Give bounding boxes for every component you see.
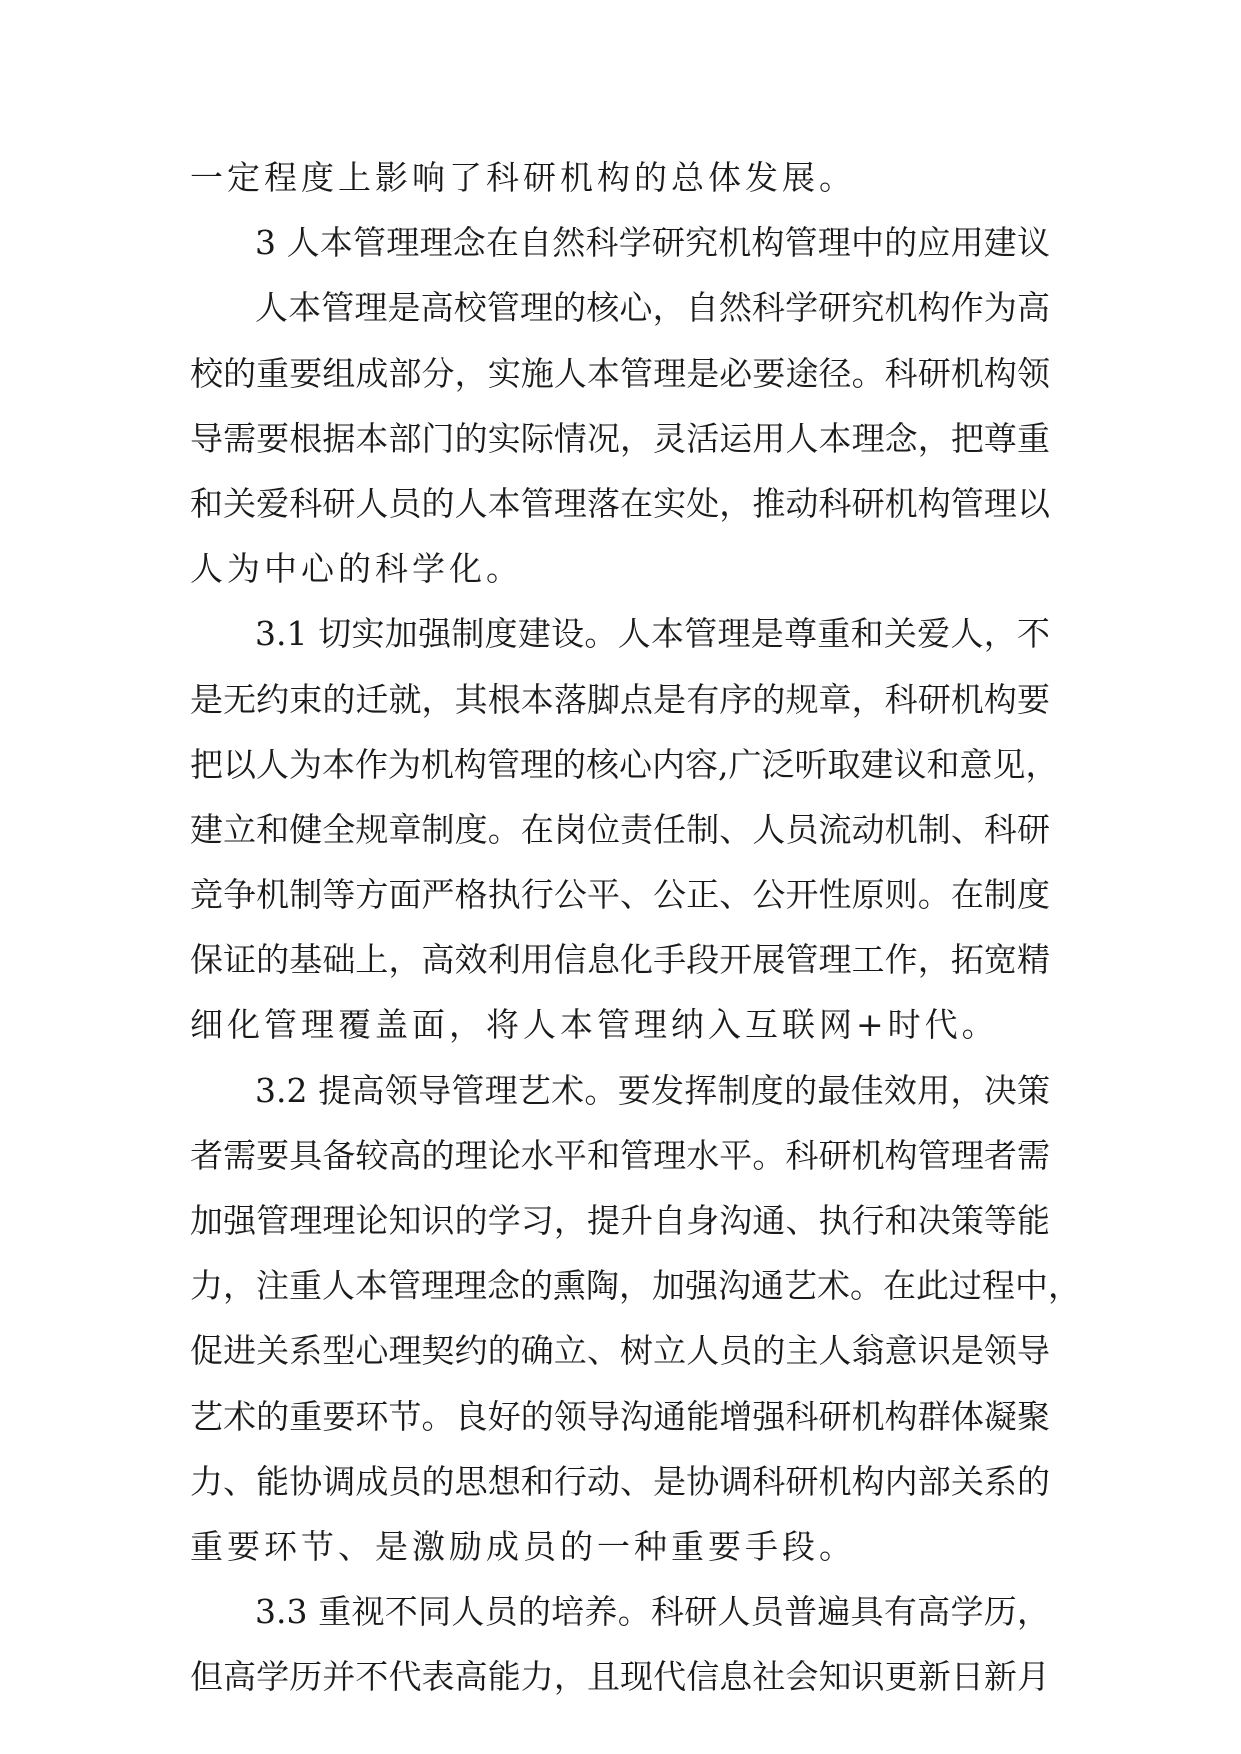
text-line: 保证的基础上，高效利用信息化手段开展管理工作，拓宽精	[190, 940, 1050, 980]
text-line: 者需要具备较高的理论水平和管理水平。科研机构管理者需	[190, 1135, 1050, 1175]
section-heading: 3 人本管理理念在自然科学研究机构管理中的应用建议	[255, 223, 1050, 263]
text-line: 把以人为本作为机构管理的核心内容,广泛听取建议和意见，	[190, 744, 1059, 784]
text-line: 3.3 重视不同人员的培养。科研人员普遍具有高学历，	[255, 1592, 1050, 1632]
text-line: 力、能协调成员的思想和行动、是协调科研机构内部关系的	[190, 1461, 1050, 1501]
text-line: 竞争机制等方面严格执行公平、公正、公开性原则。在制度	[190, 875, 1050, 915]
text-line: 一定程度上影响了科研机构的总体发展。	[190, 158, 856, 197]
text-line: 导需要根据本部门的实际情况，灵活运用人本理念，把尊重	[190, 418, 1050, 458]
text-line: 力，注重人本管理理念的熏陶，加强沟通艺术。在此过程中，	[190, 1266, 1081, 1306]
text-line: 加强管理理论知识的学习，提升自身沟通、执行和决策等能	[190, 1201, 1050, 1240]
text-line: 重要环节、是激励成员的一种重要手段。	[190, 1526, 856, 1566]
text-line: 3.2 提高领导管理艺术。要发挥制度的最佳效用，决策	[255, 1070, 1050, 1110]
text-line: 细化管理覆盖面，将人本管理纳入互联网+时代。	[190, 1005, 999, 1045]
text-line: 但高学历并不代表高能力，且现代信息社会知识更新日新月	[190, 1657, 1050, 1697]
text-line: 人本管理是高校管理的核心，自然科学研究机构作为高	[255, 288, 1050, 328]
text-line: 和关爱科研人员的人本管理落在实处，推动科研机构管理以	[190, 483, 1050, 523]
text-line: 3.1 切实加强制度建设。人本管理是尊重和关爱人，不	[255, 614, 1050, 654]
text-line: 促进关系型心理契约的确立、树立人员的主人翁意识是领导	[190, 1331, 1050, 1371]
text-line: 人为中心的科学化。	[190, 549, 523, 589]
body-text	[190, 145, 1081, 1710]
text-line: 建立和健全规章制度。在岗位责任制、人员流动机制、科研	[190, 809, 1050, 849]
text-line: 艺术的重要环节。良好的领导沟通能增强科研机构群体凝聚	[190, 1396, 1050, 1436]
text-line: 校的重要组成部分，实施人本管理是必要途径。科研机构领	[190, 353, 1050, 393]
text-line: 是无约束的迁就，其根本落脚点是有序的规章，科研机构要	[190, 679, 1050, 719]
